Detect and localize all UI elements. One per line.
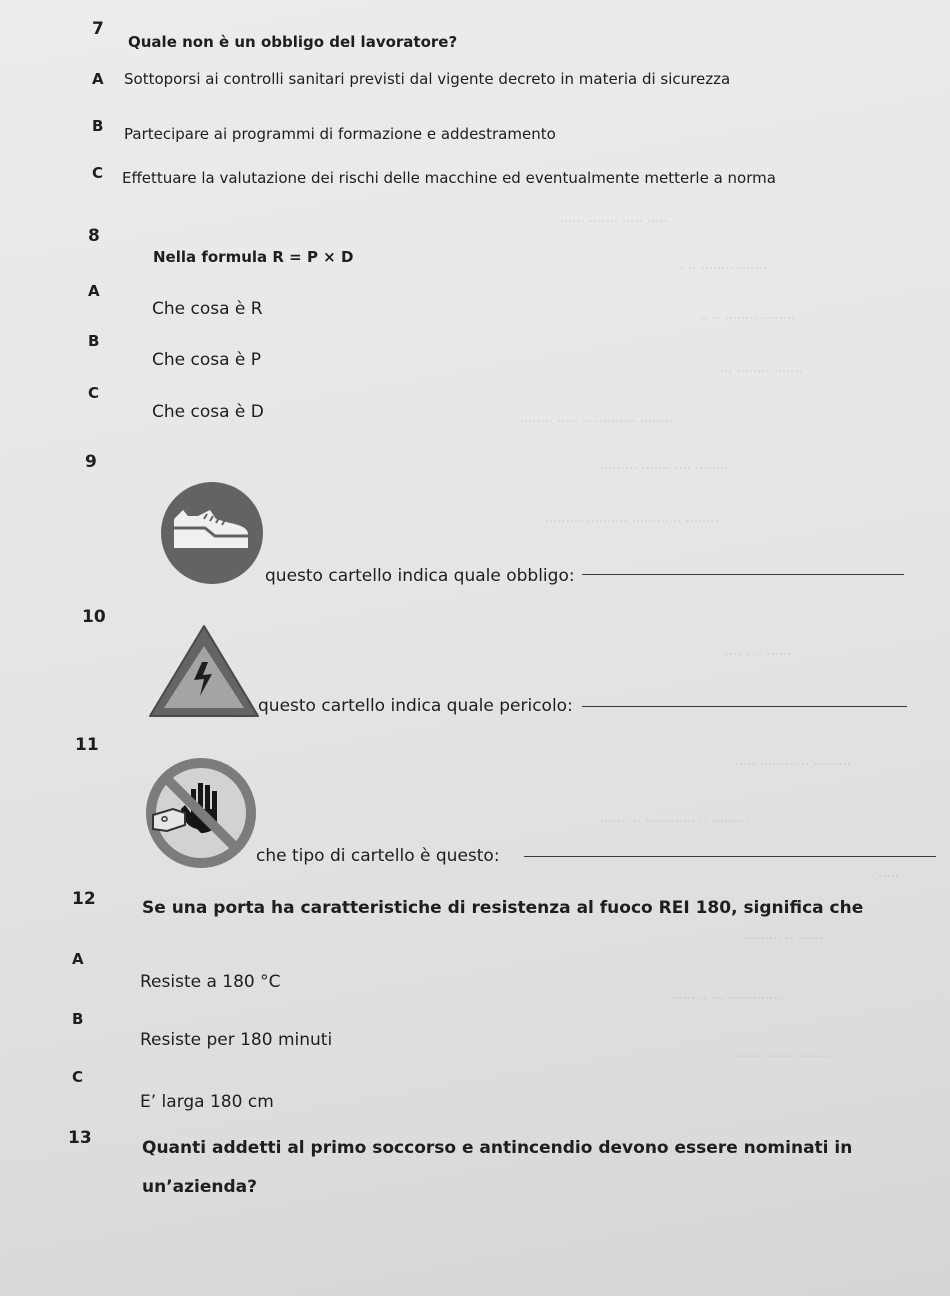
question-text: questo cartello indica quale pericolo:: [258, 696, 573, 716]
bleed-through-text: ········ ···· ······· ·········: [600, 462, 729, 477]
bleed-through-text: ······· ········ ···: [720, 365, 803, 380]
bleed-through-text: ········ ········ ······: [735, 1050, 835, 1065]
bleed-through-text: ········ ·· ········· ·········· ·········: [545, 515, 719, 530]
question-text-continued: un’azienda?: [142, 1177, 257, 1197]
bleed-through-text: ······ ·· ··········: [740, 932, 823, 947]
option-letter: C: [72, 1068, 84, 1086]
option-text: Resiste per 180 minuti: [140, 1030, 333, 1050]
safety-shoes-mandatory-sign-icon: [160, 481, 264, 585]
option-text: Che cosa è R: [152, 299, 263, 319]
option-text: Sottoporsi ai controlli sanitari previsti dal vigente decreto in materia di sicurezza: [124, 70, 731, 88]
bleed-through-text: ········ ········ ·· ··: [700, 312, 796, 327]
bleed-through-text: ····· ····· ······· ······: [560, 215, 668, 230]
question-number: 12: [72, 889, 96, 909]
answer-line: [524, 856, 936, 857]
question-text: Nella formula R = P × D: [153, 248, 354, 266]
question-text: Quale non è un obbligo del lavoratore?: [128, 33, 458, 51]
answer-line: [582, 706, 907, 707]
question-number: 11: [75, 735, 99, 755]
option-letter: A: [92, 70, 104, 88]
option-letter: B: [72, 1010, 84, 1028]
bleed-through-text: ········ ·········· ·· ····· ········: [520, 415, 673, 430]
option-letter: C: [88, 384, 100, 402]
option-letter: A: [72, 950, 84, 968]
bleed-through-text: ······· ········ ·· ·: [680, 262, 767, 277]
option-letter: B: [88, 332, 100, 350]
option-text: Resiste a 180 °C: [140, 972, 281, 992]
bleed-through-text: ········· ·· ············ ·· ·······: [600, 815, 749, 830]
bleed-through-text: ············· ··· ·· ······: [670, 992, 782, 1007]
option-text: Che cosa è D: [152, 402, 264, 422]
option-text: Effettuare la valutazione dei rischi delle macchine ed eventualmente metterle a norma: [122, 169, 776, 187]
option-text: E’ larga 180 cm: [140, 1092, 274, 1112]
question-number: 7: [92, 19, 104, 39]
question-text: questo cartello indica quale obbligo:: [265, 566, 575, 586]
bleed-through-text: ······ ·· · ····: [725, 648, 792, 663]
option-letter: C: [92, 164, 104, 182]
option-letter: B: [92, 117, 104, 135]
electric-hazard-warning-sign-icon: [148, 624, 260, 718]
bleed-through-text: ····· ·: [870, 870, 899, 885]
bleed-through-text: ········· ·· ········· ·····: [735, 758, 851, 773]
answer-line: [582, 574, 904, 575]
question-text: che tipo di cartello è questo:: [256, 846, 500, 866]
option-letter: A: [88, 282, 100, 300]
option-text: Che cosa è P: [152, 350, 262, 370]
question-number: 8: [88, 226, 100, 246]
question-number: 9: [85, 452, 97, 472]
question-number: 13: [68, 1128, 92, 1148]
question-text: Quanti addetti al primo soccorso e antincendio devono essere nominati in: [142, 1138, 853, 1158]
question-number: 10: [82, 607, 106, 627]
no-touch-prohibition-sign-icon: [145, 757, 257, 869]
question-text: Se una porta ha caratteristiche di resistenza al fuoco REI 180, significa che: [142, 898, 864, 918]
option-text: Partecipare ai programmi di formazione e addestramento: [124, 125, 556, 143]
